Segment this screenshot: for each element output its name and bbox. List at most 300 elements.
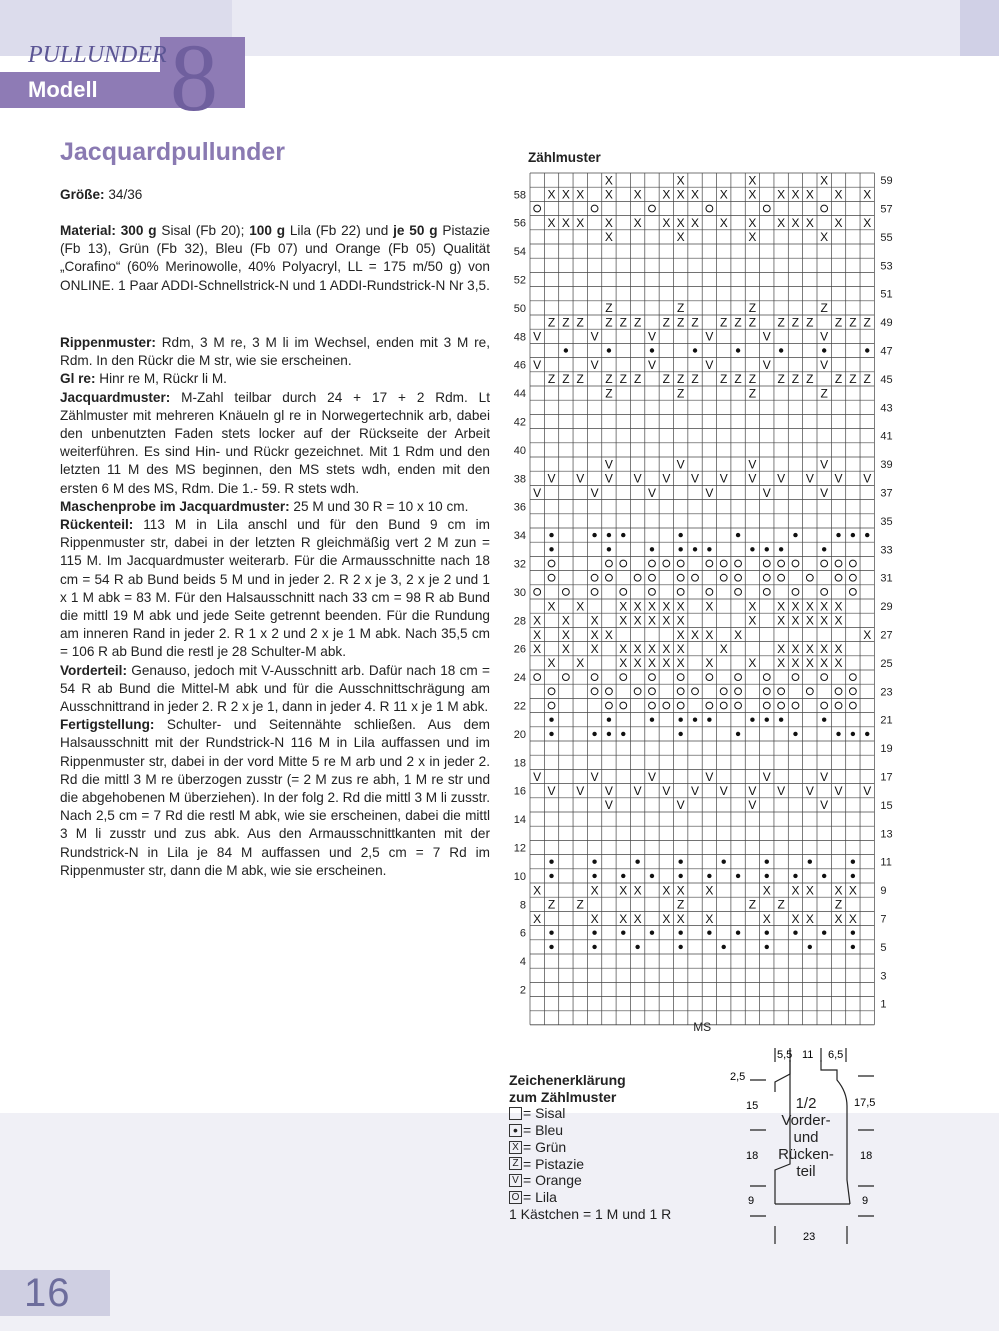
paragraph-term: Material: 300 g (60, 223, 157, 238)
stitch-gruen: X (662, 216, 671, 230)
row-number-left: 32 (513, 558, 526, 571)
stitch-lila (849, 574, 856, 581)
paragraph-text: Genauso, jedoch mit V-Ausschnitt arb. Dafür nach 18 cm = 54 R ab Bund die Mittel-M abk und für die Ausschnittschrägung am Ausschnittrand in jeder 2. R 2 x je 1, dann in jeder 4. R 11 x je 1 M abk. (60, 662, 490, 715)
stitch-lila (792, 674, 799, 681)
stitch-pistazie: Z (576, 315, 584, 330)
stitch-gruen: X (662, 642, 671, 656)
stitch-gruen: X (533, 627, 542, 642)
dim-left-15: 15 (746, 1100, 759, 1112)
stitch-gruen: X (576, 216, 585, 230)
stitch-bleu (750, 718, 754, 722)
vorder-paragraph (60, 662, 490, 717)
row-number-left: 26 (513, 643, 526, 656)
stitch-bleu (722, 860, 726, 864)
stitch-lila (548, 702, 555, 709)
dim-right-18: 18 (860, 1150, 873, 1162)
stitch-orange: V (719, 784, 728, 798)
stitch-bleu (836, 533, 840, 537)
stitch-orange: V (604, 457, 613, 472)
legend-heading-2: zum Zählmuster (509, 1088, 617, 1105)
stitch-gruen: X (834, 911, 843, 926)
stitch-bleu (635, 860, 639, 864)
stitch-gruen: X (691, 627, 700, 642)
schematic-center-5: teil (796, 1163, 816, 1180)
row-number-right: 41 (880, 430, 893, 443)
stitch-gruen: X (805, 599, 814, 614)
paragraph-term: Fertigstellung: (60, 717, 155, 733)
stitch-gruen: X (533, 911, 542, 926)
stitch-lila (763, 702, 770, 709)
stitch-gruen: X (834, 656, 843, 671)
dim-right-9: 9 (862, 1195, 869, 1207)
stitch-bleu (851, 533, 855, 537)
stitch-gruen: X (662, 613, 671, 628)
dim-top-left: 5,5 (777, 1049, 793, 1061)
fertig-paragraph (60, 716, 490, 880)
stitch-lila (548, 560, 555, 567)
legend-note: 1 Kästchen = 1 M und 1 R (509, 1205, 672, 1222)
stitch-orange: V (604, 798, 613, 813)
stitch-pistazie: Z (734, 315, 742, 330)
stitch-orange: V (820, 798, 829, 813)
stitch-gruen: X (604, 187, 613, 202)
legend-item (509, 1156, 671, 1173)
stitch-bleu (765, 860, 769, 864)
stitch-pistazie: Z (605, 386, 613, 401)
stitch-gruen: X (590, 911, 599, 926)
stitch-lila (706, 560, 713, 567)
stitch-lila (735, 702, 742, 709)
stitch-orange: V (777, 784, 786, 798)
paragraph-text: Sisal (Fb 20); (156, 223, 250, 238)
stitch-bleu (765, 945, 769, 949)
stitch-lila (763, 574, 770, 581)
stitch-orange: V (863, 471, 872, 486)
stitch-bleu (707, 874, 711, 878)
stitch-orange: V (691, 471, 700, 486)
stitch-bleu (549, 860, 553, 864)
legend-item (509, 1172, 671, 1189)
stitch-bleu (678, 718, 682, 722)
row-number-right: 9 (880, 885, 887, 898)
stitch-bleu (635, 945, 639, 949)
stitch-lila (663, 560, 670, 567)
stitch-lila (821, 560, 828, 567)
row-number-left: 16 (513, 785, 526, 798)
stitch-lila (591, 589, 598, 596)
stitch-lila (649, 674, 656, 681)
stitch-gruen: X (676, 642, 685, 656)
legend-label: = Bleu (523, 1122, 564, 1139)
stitch-gruen: X (676, 627, 685, 642)
stitch-pistazie: Z (720, 372, 728, 387)
row-number-right: 5 (880, 941, 887, 954)
row-number-left: 20 (513, 728, 526, 741)
stitch-bleu (736, 732, 740, 736)
stitch-bleu (549, 718, 553, 722)
stitch-gruen: X (676, 656, 685, 671)
stitch-pistazie: Z (791, 315, 800, 330)
stitch-gruen: X (676, 187, 685, 202)
stitch-pistazie: Z (562, 372, 570, 387)
stitch-gruen: X (791, 911, 800, 926)
row-number-left: 58 (513, 189, 526, 202)
stitch-lila (677, 589, 684, 596)
stitch-lila (720, 560, 727, 567)
stitch-orange: V (820, 329, 829, 344)
stitch-gruen: X (805, 613, 814, 628)
stitch-bleu (793, 874, 797, 878)
stitch-pistazie: Z (863, 315, 871, 330)
stitch-bleu (822, 348, 826, 352)
stitch-gruen: X (848, 883, 857, 898)
stitch-orange: V (590, 769, 599, 784)
stitch-gruen: X (604, 230, 613, 245)
stitch-gruen: X (619, 656, 628, 671)
page-number: 16 (24, 1271, 71, 1315)
stitch-bleu (736, 931, 740, 935)
stitch-gruen: X (748, 613, 757, 628)
stitch-gruen: X (805, 883, 814, 898)
stitch-gruen: X (619, 911, 628, 926)
stitch-gruen: X (748, 656, 757, 671)
stitch-lila (591, 205, 598, 212)
stitch-bleu (736, 874, 740, 878)
stitch-lila (649, 688, 656, 695)
stitch-bleu (765, 931, 769, 935)
stitch-pistazie: Z (633, 315, 642, 330)
stitch-orange: V (820, 769, 829, 784)
stitch-lila (778, 560, 785, 567)
stitch-gruen: X (619, 642, 628, 656)
material-paragraph (60, 222, 490, 295)
stitch-gruen: X (719, 216, 728, 230)
legend-symbol-box: X (509, 1141, 522, 1154)
stitch-gruen: X (791, 187, 800, 202)
schematic-center-2: Vorder- (781, 1112, 831, 1129)
stitch-orange: V (762, 329, 771, 344)
stitch-bleu (650, 874, 654, 878)
stitch-bleu (851, 931, 855, 935)
stitch-gruen: X (676, 230, 685, 245)
legend-symbol-box: O (509, 1191, 522, 1204)
stitch-pistazie: Z (849, 372, 857, 387)
stitch-bleu (779, 718, 783, 722)
stitch-pistazie: Z (605, 315, 613, 330)
stitch-gruen: X (777, 216, 786, 230)
stitch-bleu (851, 874, 855, 878)
stitch-lila (606, 560, 613, 567)
stitch-gruen: X (533, 642, 542, 656)
stitch-bleu (607, 348, 611, 352)
stitch-gruen: X (834, 599, 843, 614)
stitch-gruen: X (662, 187, 671, 202)
stitch-gruen: X (533, 613, 542, 628)
stitch-pistazie: Z (720, 315, 728, 330)
row-number-right: 45 (880, 373, 893, 386)
paragraph-term: Rückenteil: (60, 517, 134, 533)
stitch-gruen: X (748, 230, 757, 245)
row-number-right: 51 (880, 288, 893, 301)
stitch-orange: V (647, 358, 656, 372)
stitch-gruen: X (719, 187, 728, 202)
stitch-gruen: X (590, 613, 599, 628)
stitch-bleu (822, 874, 826, 878)
stitch-gruen: X (590, 883, 599, 898)
row-number-left: 36 (513, 501, 526, 514)
stitch-lila (606, 574, 613, 581)
stitch-orange: V (662, 784, 671, 798)
stitch-lila (649, 702, 656, 709)
stitch-orange: V (834, 784, 843, 798)
row-number-left: 54 (513, 246, 526, 259)
stitch-gruen: X (791, 642, 800, 656)
stitch-bleu (693, 348, 697, 352)
legend-label: = Pistazie (523, 1155, 585, 1172)
stitch-lila (534, 205, 541, 212)
legend-label: = Sisal (523, 1105, 566, 1122)
stitch-orange: V (820, 485, 829, 500)
paragraph-term: Gl re: (60, 371, 96, 387)
stitch-orange: V (576, 784, 585, 798)
stitch-lila (606, 688, 613, 695)
stitch-orange: V (748, 784, 757, 798)
model-label: Modell (28, 77, 98, 102)
stitch-orange: V (647, 329, 656, 344)
glre-paragraph (60, 370, 490, 388)
stitch-bleu (836, 732, 840, 736)
legend-symbol-box (509, 1107, 522, 1120)
stitch-gruen: X (863, 627, 872, 642)
stitch-bleu (678, 533, 682, 537)
stitch-gruen: X (676, 599, 685, 614)
dim-left-25: 2,5 (730, 1071, 746, 1083)
stitch-lila (735, 589, 742, 596)
stitch-bleu (722, 945, 726, 949)
stitch-bleu (549, 732, 553, 736)
stitch-bleu (736, 533, 740, 537)
stitch-pistazie: Z (576, 372, 584, 387)
stitch-bleu (851, 945, 855, 949)
stitch-lila (763, 560, 770, 567)
stitch-bleu (793, 931, 797, 935)
jacquard-paragraph (60, 389, 490, 498)
stitch-bleu (607, 732, 611, 736)
stitch-gruen: X (633, 642, 642, 656)
model-number: 8 (170, 24, 218, 131)
stitch-pistazie: Z (547, 372, 556, 387)
schematic-center-3: und (793, 1129, 819, 1146)
row-number-left: 4 (519, 956, 526, 969)
stitch-lila (792, 702, 799, 709)
stitch-gruen: X (777, 656, 786, 671)
stitch-lila (649, 560, 656, 567)
stitch-lila (720, 702, 727, 709)
stitch-orange: V (547, 471, 556, 486)
stitch-gruen: X (604, 173, 613, 188)
stitch-pistazie: Z (619, 372, 627, 387)
stitch-gruen: X (576, 599, 585, 614)
stitch-lila (677, 574, 684, 581)
row-number-left: 40 (513, 444, 526, 457)
stitch-gruen: X (834, 642, 843, 656)
row-number-right: 13 (880, 828, 893, 841)
stitch-gruen: X (647, 642, 656, 656)
stitch-lila (849, 674, 856, 681)
stitch-gruen: X (619, 883, 628, 898)
dim-top-right: 6,5 (828, 1049, 844, 1061)
stitch-gruen: X (777, 599, 786, 614)
schematic-left-shoulder (775, 1060, 790, 1092)
schematic-center-label (775, 1095, 837, 1180)
stitch-lila (849, 702, 856, 709)
row-number-left: 6 (519, 927, 526, 940)
row-number-left: 22 (513, 700, 526, 713)
stitch-pistazie: Z (633, 372, 642, 387)
ruecken-paragraph (60, 516, 490, 662)
stitch-gruen: X (748, 599, 757, 614)
stitch-lila (763, 205, 770, 212)
dim-bottom: 23 (803, 1231, 816, 1243)
stitch-bleu (650, 931, 654, 935)
row-number-right: 7 (880, 913, 887, 926)
stitch-gruen: X (590, 642, 599, 656)
stitch-orange: V (533, 329, 542, 344)
paragraph-term: Vorderteil: (60, 662, 127, 678)
stitch-gruen: X (820, 656, 829, 671)
stitch-bleu (621, 732, 625, 736)
stitch-pistazie: Z (677, 315, 685, 330)
stitch-bleu (592, 874, 596, 878)
paragraph-text: M-Zahl teilbar durch 24 + 17 + 2 Rdm. Lt Zählmuster mit mehreren Knäueln gl re in Norwegertechnik arb, dabei den unbenutzten Faden stets locker auf der Rückseite der Arbeit weiterführen. Es sind Hin- und Rückr gezeichnet. Mit 1 Rdm und den letzten 11 M des MS beginnen, den MS stets wdh, enden mit den ersten 6 M des MS, Rdm. Die 1.- 59. R stets wdh. (60, 389, 490, 496)
stitch-gruen: X (863, 187, 872, 202)
stitch-lila (778, 702, 785, 709)
stitch-bleu (650, 547, 654, 551)
stitch-gruen: X (576, 656, 585, 671)
stitch-pistazie: Z (662, 315, 670, 330)
stitch-gruen: X (619, 599, 628, 614)
stitch-gruen: X (604, 627, 613, 642)
dim-right-175: 17,5 (854, 1097, 876, 1109)
stitch-bleu (707, 931, 711, 935)
row-number-right: 19 (880, 743, 893, 756)
stitch-orange: V (691, 784, 700, 798)
stitch-bleu (851, 732, 855, 736)
stitch-gruen: X (748, 187, 757, 202)
stitch-gruen: X (705, 911, 714, 926)
row-number-left: 38 (513, 473, 526, 486)
paragraph-text: Lila (Fb 22) und (285, 223, 394, 238)
stitch-orange: V (834, 471, 843, 486)
stitch-bleu (750, 547, 754, 551)
stitch-bleu (678, 547, 682, 551)
stitch-gruen: X (647, 656, 656, 671)
stitch-bleu (650, 348, 654, 352)
stitch-gruen: X (561, 613, 570, 628)
row-number-right: 21 (880, 714, 893, 727)
stitch-lila (692, 688, 699, 695)
stitch-lila (591, 688, 598, 695)
stitch-pistazie: Z (547, 315, 556, 330)
size-line (60, 186, 490, 204)
stitch-orange: V (590, 485, 599, 500)
stitch-bleu (793, 732, 797, 736)
stitch-pistazie: Z (562, 315, 570, 330)
stitch-pistazie: Z (777, 372, 785, 387)
stitch-gruen: X (662, 883, 671, 898)
stitch-lila (677, 674, 684, 681)
stitch-bleu (765, 874, 769, 878)
stitch-orange: V (805, 471, 814, 486)
stitch-bleu (621, 874, 625, 878)
legend-label: = Orange (523, 1172, 582, 1189)
stitch-pistazie: Z (677, 372, 685, 387)
stitch-gruen: X (834, 187, 843, 202)
stitch-gruen: X (805, 656, 814, 671)
row-number-left: 56 (513, 217, 526, 230)
stitch-lila (634, 574, 641, 581)
stitch-orange: V (863, 784, 872, 798)
row-number-right: 27 (880, 629, 893, 642)
stitch-pistazie: Z (777, 897, 785, 912)
row-number-right: 15 (880, 799, 893, 812)
stitch-orange: V (748, 798, 757, 813)
legend-item (509, 1139, 671, 1156)
row-number-right: 55 (880, 231, 893, 244)
stitch-gruen: X (748, 173, 757, 188)
stitch-lila (634, 688, 641, 695)
row-number-left: 30 (513, 586, 526, 599)
stitch-lila (806, 574, 813, 581)
stitch-bleu (851, 860, 855, 864)
stitch-gruen: X (820, 613, 829, 628)
stitch-pistazie: Z (677, 301, 685, 316)
stitch-lila (649, 589, 656, 596)
stitch-orange: V (647, 769, 656, 784)
stitch-bleu (592, 732, 596, 736)
stitch-lila (548, 574, 555, 581)
stitch-bleu (865, 533, 869, 537)
stitch-gruen: X (848, 911, 857, 926)
stitch-gruen: X (791, 613, 800, 628)
stitch-lila (821, 589, 828, 596)
stitch-gruen: X (863, 216, 872, 230)
stitch-gruen: X (662, 656, 671, 671)
stitch-lila (821, 205, 828, 212)
stitch-gruen: X (547, 599, 556, 614)
stitch-bleu (865, 732, 869, 736)
stitch-orange: V (533, 358, 542, 372)
stitch-lila (620, 674, 627, 681)
stitch-bleu (765, 547, 769, 551)
stitch-orange: V (676, 457, 685, 472)
stitch-pistazie: Z (677, 386, 685, 401)
stitch-orange: V (762, 358, 771, 372)
paragraph-text: Rdm, 3 M re, 3 M li im Wechsel, enden mit 3 M re, Rdm. In den Rückr die M str, wie sie erscheinen. (60, 335, 490, 369)
stitch-lila (835, 702, 842, 709)
stitch-orange: V (604, 784, 613, 798)
stitch-lila (835, 560, 842, 567)
stitch-gruen: X (590, 627, 599, 642)
paragraph-text: Pistazie (Fb 13), Grün (Fb 32), Bleu (Fb 07) und Orange (Fb 05) Qualität „Corafino“ (60% Merinowolle, 40% Polyacryl, LL = 175 m/50 g) von ONLINE. 1 Paar ADDI-Schnellstrick-N und 1 ADDI-Rundstrick-N Nr 3,5. (60, 223, 490, 293)
stitch-bleu (693, 547, 697, 551)
stitch-bleu (707, 718, 711, 722)
stitch-gruen: X (777, 187, 786, 202)
row-number-right: 23 (880, 686, 893, 699)
stitch-gruen: X (633, 883, 642, 898)
stitch-lila (735, 574, 742, 581)
stitch-gruen: X (820, 642, 829, 656)
